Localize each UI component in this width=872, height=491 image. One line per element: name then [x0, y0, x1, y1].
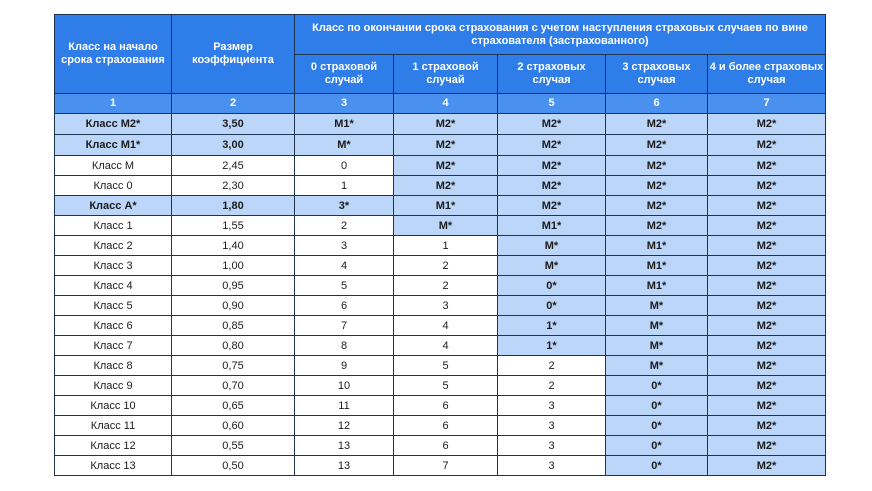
row-result-class: 6 [394, 436, 498, 456]
table-row [55, 236, 826, 256]
row-result-class: 2 [394, 276, 498, 296]
table-row [55, 376, 826, 396]
row-class-name: Класс 7 [55, 336, 172, 356]
row-result-class: 5 [394, 376, 498, 396]
row-result-class: 5 [394, 356, 498, 376]
row-coefficient: 1,00 [172, 256, 295, 276]
row-result-class: 6 [394, 416, 498, 436]
row-result-class: М2* [498, 156, 606, 176]
table-row [55, 416, 826, 436]
row-result-class: 12 [295, 416, 394, 436]
table-row [55, 316, 826, 336]
table-row [55, 456, 826, 476]
row-result-class: 1 [295, 176, 394, 196]
row-result-class: М2* [708, 396, 826, 416]
row-result-class: М2* [606, 135, 708, 156]
kbm-table-container [54, 14, 825, 476]
table-row [55, 336, 826, 356]
table-header [55, 15, 826, 114]
row-result-class: 2 [394, 256, 498, 276]
table-row [55, 296, 826, 316]
row-coefficient: 0,90 [172, 296, 295, 316]
table-row [55, 135, 826, 156]
row-coefficient: 2,30 [172, 176, 295, 196]
row-result-class: 6 [295, 296, 394, 316]
row-result-class: М2* [708, 176, 826, 196]
row-class-name: Класс 9 [55, 376, 172, 396]
row-result-class: 0* [606, 376, 708, 396]
row-result-class: М1* [606, 236, 708, 256]
row-result-class: М2* [498, 114, 606, 135]
row-class-name: Класс 10 [55, 396, 172, 416]
row-class-name: Класс 11 [55, 416, 172, 436]
column-number: 6 [606, 94, 708, 114]
row-result-class: 2 [498, 356, 606, 376]
row-result-class: М2* [606, 216, 708, 236]
row-class-name: Класс А* [55, 196, 172, 216]
row-result-class: М2* [708, 416, 826, 436]
header-sub-1: 1 страховой случай [394, 55, 498, 94]
row-class-name: Класс 5 [55, 296, 172, 316]
row-result-class: 0* [606, 396, 708, 416]
row-coefficient: 2,45 [172, 156, 295, 176]
row-result-class: 0* [606, 436, 708, 456]
row-class-name: Класс М [55, 156, 172, 176]
header-sub-3: 3 страховых случая [606, 55, 708, 94]
row-result-class: М* [394, 216, 498, 236]
row-result-class: 0* [498, 276, 606, 296]
row-result-class: М2* [708, 356, 826, 376]
row-result-class: 11 [295, 396, 394, 416]
row-result-class: 3* [295, 196, 394, 216]
row-coefficient: 1,55 [172, 216, 295, 236]
row-result-class: 0* [498, 296, 606, 316]
row-result-class: 3 [498, 436, 606, 456]
header-sub-2: 2 страховых случая [498, 55, 606, 94]
row-class-name: Класс 3 [55, 256, 172, 276]
column-number: 3 [295, 94, 394, 114]
row-result-class: М2* [394, 114, 498, 135]
row-result-class: М* [606, 336, 708, 356]
row-result-class: 4 [295, 256, 394, 276]
row-coefficient: 0,60 [172, 416, 295, 436]
row-coefficient: 3,50 [172, 114, 295, 135]
row-result-class: М* [606, 356, 708, 376]
row-result-class: 13 [295, 456, 394, 476]
table-row [55, 356, 826, 376]
row-result-class: М2* [708, 296, 826, 316]
column-number: 5 [498, 94, 606, 114]
row-result-class: 1* [498, 316, 606, 336]
row-class-name: Класс 8 [55, 356, 172, 376]
row-class-name: Класс 12 [55, 436, 172, 456]
row-class-name: Класс 1 [55, 216, 172, 236]
table-row [55, 176, 826, 196]
row-result-class: М1* [606, 276, 708, 296]
row-result-class: 0 [295, 156, 394, 176]
bonus-malus-table [54, 14, 826, 476]
row-result-class: М1* [394, 196, 498, 216]
row-coefficient: 0,95 [172, 276, 295, 296]
table-row [55, 436, 826, 456]
row-result-class: М2* [708, 236, 826, 256]
column-number: 4 [394, 94, 498, 114]
column-number: 7 [708, 94, 826, 114]
row-result-class: 8 [295, 336, 394, 356]
row-result-class: 9 [295, 356, 394, 376]
row-result-class: 2 [498, 376, 606, 396]
row-class-name: Класс 0 [55, 176, 172, 196]
column-number-row [55, 94, 826, 114]
row-result-class: М2* [394, 176, 498, 196]
row-result-class: М2* [498, 176, 606, 196]
row-result-class: М* [606, 316, 708, 336]
row-coefficient: 0,55 [172, 436, 295, 456]
row-result-class: М* [295, 135, 394, 156]
row-result-class: М* [498, 236, 606, 256]
row-result-class: М2* [708, 256, 826, 276]
row-coefficient: 0,50 [172, 456, 295, 476]
row-coefficient: 1,80 [172, 196, 295, 216]
row-result-class: 3 [295, 236, 394, 256]
row-class-name: Класс 13 [55, 456, 172, 476]
row-result-class: М2* [708, 114, 826, 135]
row-result-class: 3 [394, 296, 498, 316]
row-result-class: 1 [394, 236, 498, 256]
table-row [55, 196, 826, 216]
row-result-class: М2* [708, 316, 826, 336]
row-result-class: М* [606, 296, 708, 316]
row-result-class: М* [498, 256, 606, 276]
row-result-class: М1* [606, 256, 708, 276]
header-coefficient: Размер коэффициента [172, 15, 295, 94]
row-result-class: 2 [295, 216, 394, 236]
row-result-class: М2* [708, 336, 826, 356]
row-result-class: М2* [606, 114, 708, 135]
table-row [55, 256, 826, 276]
row-result-class: М2* [708, 196, 826, 216]
row-result-class: 0* [606, 416, 708, 436]
row-coefficient: 0,85 [172, 316, 295, 336]
row-coefficient: 1,40 [172, 236, 295, 256]
row-result-class: М2* [708, 456, 826, 476]
column-number: 2 [172, 94, 295, 114]
row-result-class: М2* [606, 196, 708, 216]
row-result-class: 4 [394, 316, 498, 336]
row-result-class: 13 [295, 436, 394, 456]
row-result-class: 4 [394, 336, 498, 356]
row-coefficient: 0,65 [172, 396, 295, 416]
row-result-class: М2* [708, 376, 826, 396]
row-result-class: 6 [394, 396, 498, 416]
row-coefficient: 0,70 [172, 376, 295, 396]
table-row [55, 216, 826, 236]
row-result-class: 3 [498, 396, 606, 416]
row-result-class: М1* [498, 216, 606, 236]
row-coefficient: 0,80 [172, 336, 295, 356]
header-sub-0: 0 страховой случай [295, 55, 394, 94]
row-result-class: 7 [394, 456, 498, 476]
row-result-class: М2* [498, 135, 606, 156]
row-class-name: Класс 2 [55, 236, 172, 256]
row-class-name: Класс 6 [55, 316, 172, 336]
row-result-class: М2* [394, 135, 498, 156]
row-result-class: 10 [295, 376, 394, 396]
row-result-class: М2* [708, 276, 826, 296]
row-result-class: М2* [498, 196, 606, 216]
row-result-class: 0* [606, 456, 708, 476]
row-class-name: Класс М2* [55, 114, 172, 135]
row-result-class: М1* [295, 114, 394, 135]
row-result-class: 5 [295, 276, 394, 296]
row-result-class: 3 [498, 416, 606, 436]
row-result-class: М2* [708, 156, 826, 176]
table-row [55, 156, 826, 176]
row-class-name: Класс 4 [55, 276, 172, 296]
row-coefficient: 0,75 [172, 356, 295, 376]
table-row [55, 276, 826, 296]
row-result-class: 3 [498, 456, 606, 476]
column-number: 1 [55, 94, 172, 114]
row-result-class: М2* [708, 216, 826, 236]
table-row [55, 396, 826, 416]
header-sub-4: 4 и более страховых случая [708, 55, 826, 94]
table-row [55, 114, 826, 135]
row-result-class: 1* [498, 336, 606, 356]
row-result-class: М2* [606, 176, 708, 196]
row-result-class: 7 [295, 316, 394, 336]
row-result-class: М2* [606, 156, 708, 176]
header-start-class: Класс на начало срока страхования [55, 15, 172, 94]
row-coefficient: 3,00 [172, 135, 295, 156]
row-class-name: Класс М1* [55, 135, 172, 156]
row-result-class: М2* [394, 156, 498, 176]
table-body [55, 114, 826, 476]
row-result-class: М2* [708, 436, 826, 456]
header-end-class-group: Класс по окончании срока страхования с учетом наступления страховых случаев по вине страхователя (застрахованного) [295, 15, 826, 55]
row-result-class: М2* [708, 135, 826, 156]
